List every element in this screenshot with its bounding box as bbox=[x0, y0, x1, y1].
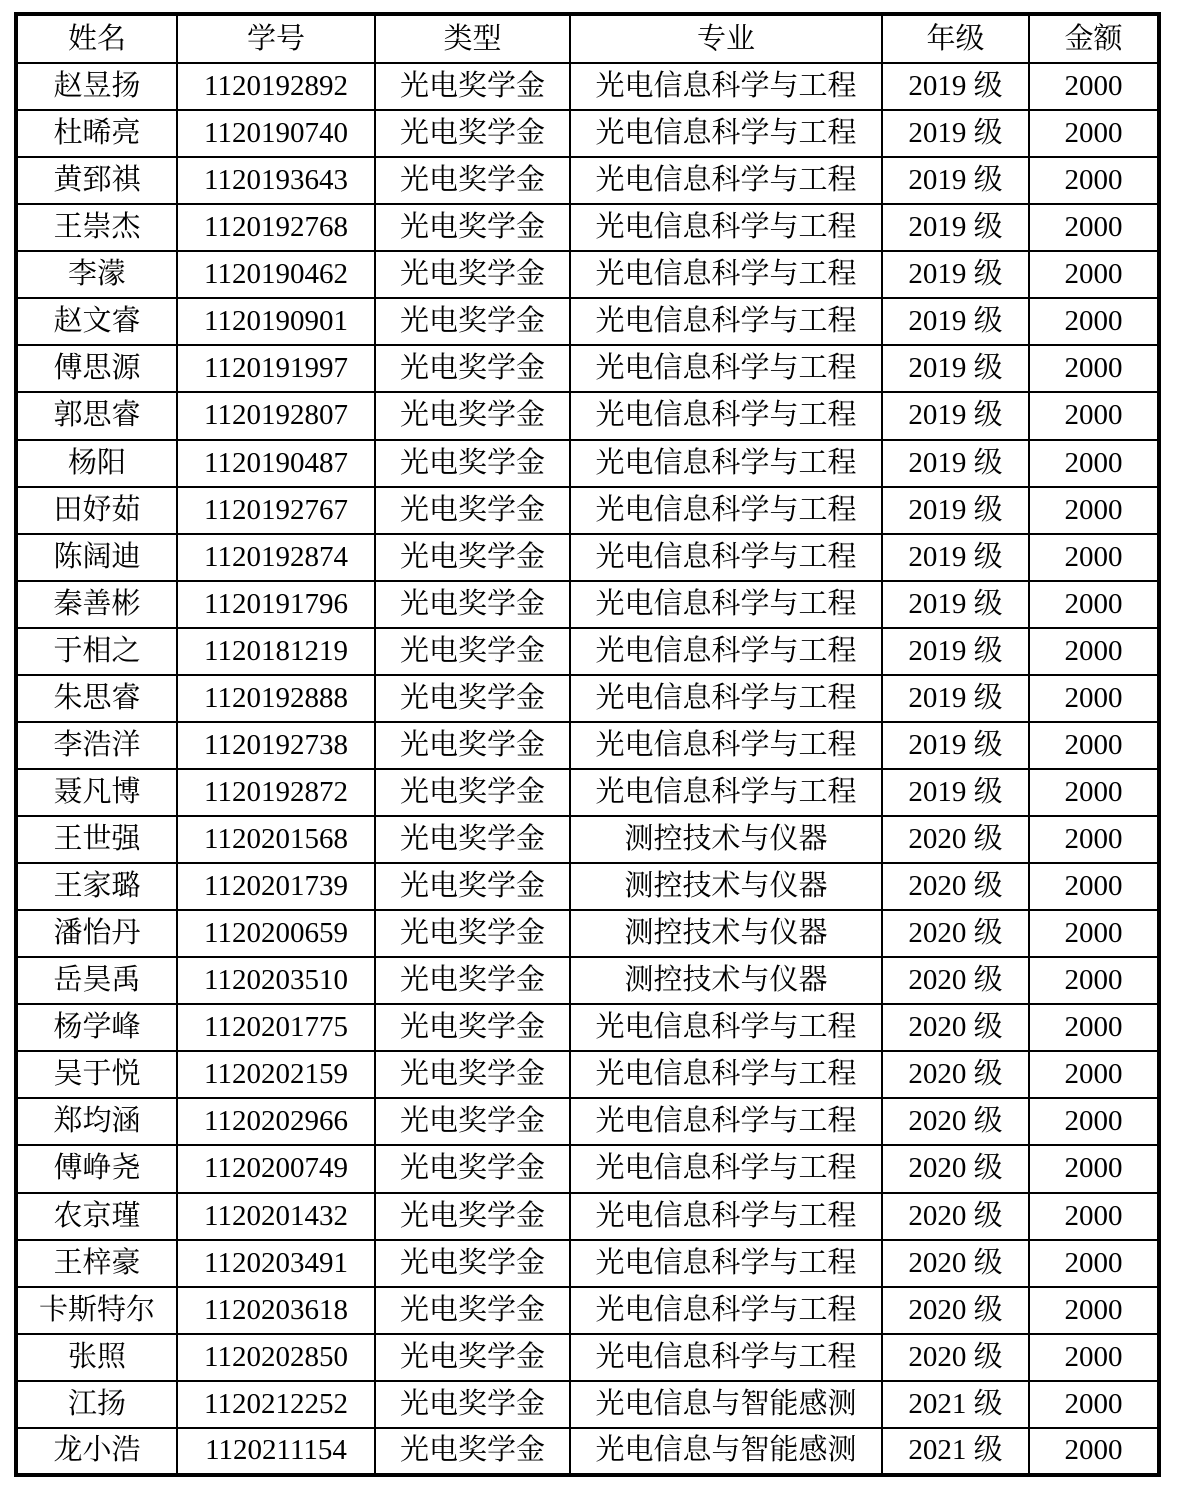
table-row bbox=[16, 1145, 1159, 1192]
cell-major: 光电信息科学与工程 bbox=[570, 1004, 882, 1051]
cell-amount: 2000 bbox=[1029, 110, 1159, 157]
cell-name: 于相之 bbox=[16, 628, 177, 675]
cell-major: 光电信息科学与工程 bbox=[570, 1098, 882, 1145]
cell-amount: 2000 bbox=[1029, 1051, 1159, 1098]
cell-major: 光电信息科学与工程 bbox=[570, 63, 882, 110]
cell-name: 朱思睿 bbox=[16, 675, 177, 722]
cell-grade: 2019 级 bbox=[882, 110, 1029, 157]
cell-major: 光电信息科学与工程 bbox=[570, 722, 882, 769]
cell-grade: 2020 级 bbox=[882, 1287, 1029, 1334]
cell-amount: 2000 bbox=[1029, 1145, 1159, 1192]
cell-student-id: 1120201432 bbox=[177, 1193, 375, 1240]
cell-amount: 2000 bbox=[1029, 298, 1159, 345]
cell-name: 秦善彬 bbox=[16, 581, 177, 628]
cell-student-id: 1120191997 bbox=[177, 345, 375, 392]
table-row bbox=[16, 298, 1159, 345]
cell-major: 光电信息科学与工程 bbox=[570, 487, 882, 534]
cell-student-id: 1120192874 bbox=[177, 534, 375, 581]
cell-name: 李濛 bbox=[16, 251, 177, 298]
cell-amount: 2000 bbox=[1029, 1428, 1159, 1475]
table-row bbox=[16, 1287, 1159, 1334]
cell-name: 傅峥尧 bbox=[16, 1145, 177, 1192]
cell-amount: 2000 bbox=[1029, 722, 1159, 769]
table-row bbox=[16, 157, 1159, 204]
cell-grade: 2019 级 bbox=[882, 722, 1029, 769]
cell-amount: 2000 bbox=[1029, 628, 1159, 675]
table-row bbox=[16, 1004, 1159, 1051]
cell-major: 光电信息科学与工程 bbox=[570, 1240, 882, 1287]
cell-student-id: 1120192892 bbox=[177, 63, 375, 110]
cell-amount: 2000 bbox=[1029, 1098, 1159, 1145]
cell-name: 田妤茹 bbox=[16, 487, 177, 534]
table-row bbox=[16, 63, 1159, 110]
cell-major: 光电信息科学与工程 bbox=[570, 675, 882, 722]
cell-grade: 2019 级 bbox=[882, 298, 1029, 345]
cell-type: 光电奖学金 bbox=[375, 157, 570, 204]
table-row bbox=[16, 957, 1159, 1004]
cell-type: 光电奖学金 bbox=[375, 957, 570, 1004]
cell-major: 光电信息科学与工程 bbox=[570, 157, 882, 204]
table-row bbox=[16, 816, 1159, 863]
cell-student-id: 1120201568 bbox=[177, 816, 375, 863]
cell-type: 光电奖学金 bbox=[375, 1051, 570, 1098]
cell-amount: 2000 bbox=[1029, 1004, 1159, 1051]
cell-type: 光电奖学金 bbox=[375, 204, 570, 251]
table-row bbox=[16, 1428, 1159, 1475]
cell-student-id: 1120191796 bbox=[177, 581, 375, 628]
col-header-major: 专业 bbox=[570, 14, 882, 63]
table-row bbox=[16, 722, 1159, 769]
cell-student-id: 1120192738 bbox=[177, 722, 375, 769]
cell-amount: 2000 bbox=[1029, 440, 1159, 487]
cell-grade: 2019 级 bbox=[882, 345, 1029, 392]
cell-major: 测控技术与仪器 bbox=[570, 863, 882, 910]
cell-type: 光电奖学金 bbox=[375, 298, 570, 345]
table-row bbox=[16, 628, 1159, 675]
table-row bbox=[16, 863, 1159, 910]
cell-amount: 2000 bbox=[1029, 1287, 1159, 1334]
cell-amount: 2000 bbox=[1029, 816, 1159, 863]
cell-type: 光电奖学金 bbox=[375, 1240, 570, 1287]
cell-major: 光电信息与智能感测 bbox=[570, 1428, 882, 1475]
cell-amount: 2000 bbox=[1029, 769, 1159, 816]
table-row bbox=[16, 204, 1159, 251]
cell-grade: 2020 级 bbox=[882, 957, 1029, 1004]
cell-student-id: 1120202966 bbox=[177, 1098, 375, 1145]
table-row bbox=[16, 1193, 1159, 1240]
table-row bbox=[16, 1051, 1159, 1098]
cell-name: 赵昱扬 bbox=[16, 63, 177, 110]
table-row bbox=[16, 534, 1159, 581]
cell-major: 光电信息科学与工程 bbox=[570, 440, 882, 487]
table-row bbox=[16, 910, 1159, 957]
cell-grade: 2020 级 bbox=[882, 816, 1029, 863]
cell-student-id: 1120201739 bbox=[177, 863, 375, 910]
cell-major: 光电信息科学与工程 bbox=[570, 345, 882, 392]
cell-grade: 2019 级 bbox=[882, 769, 1029, 816]
cell-major: 测控技术与仪器 bbox=[570, 910, 882, 957]
cell-grade: 2020 级 bbox=[882, 1004, 1029, 1051]
cell-type: 光电奖学金 bbox=[375, 1145, 570, 1192]
cell-grade: 2019 级 bbox=[882, 204, 1029, 251]
cell-name: 卡斯特尔 bbox=[16, 1287, 177, 1334]
col-header-type: 类型 bbox=[375, 14, 570, 63]
cell-major: 光电信息科学与工程 bbox=[570, 1145, 882, 1192]
cell-name: 张照 bbox=[16, 1334, 177, 1381]
cell-student-id: 1120202159 bbox=[177, 1051, 375, 1098]
cell-type: 光电奖学金 bbox=[375, 440, 570, 487]
cell-grade: 2020 级 bbox=[882, 910, 1029, 957]
cell-major: 光电信息与智能感测 bbox=[570, 1381, 882, 1428]
cell-student-id: 1120192872 bbox=[177, 769, 375, 816]
cell-type: 光电奖学金 bbox=[375, 1193, 570, 1240]
cell-name: 吴于悦 bbox=[16, 1051, 177, 1098]
scholarship-table bbox=[14, 12, 1161, 1477]
table-row bbox=[16, 110, 1159, 157]
cell-amount: 2000 bbox=[1029, 863, 1159, 910]
cell-student-id: 1120192767 bbox=[177, 487, 375, 534]
table-row bbox=[16, 769, 1159, 816]
cell-amount: 2000 bbox=[1029, 345, 1159, 392]
cell-grade: 2020 级 bbox=[882, 1098, 1029, 1145]
col-header-grade: 年级 bbox=[882, 14, 1029, 63]
cell-major: 光电信息科学与工程 bbox=[570, 1051, 882, 1098]
cell-type: 光电奖学金 bbox=[375, 487, 570, 534]
cell-type: 光电奖学金 bbox=[375, 863, 570, 910]
cell-amount: 2000 bbox=[1029, 910, 1159, 957]
cell-grade: 2019 级 bbox=[882, 63, 1029, 110]
cell-name: 潘怡丹 bbox=[16, 910, 177, 957]
cell-type: 光电奖学金 bbox=[375, 63, 570, 110]
cell-grade: 2019 级 bbox=[882, 251, 1029, 298]
cell-student-id: 1120211154 bbox=[177, 1428, 375, 1475]
cell-name: 杨学峰 bbox=[16, 1004, 177, 1051]
cell-name: 黄郅祺 bbox=[16, 157, 177, 204]
cell-grade: 2020 级 bbox=[882, 863, 1029, 910]
cell-grade: 2019 级 bbox=[882, 581, 1029, 628]
cell-type: 光电奖学金 bbox=[375, 816, 570, 863]
cell-major: 光电信息科学与工程 bbox=[570, 392, 882, 439]
table-row bbox=[16, 1381, 1159, 1428]
cell-amount: 2000 bbox=[1029, 392, 1159, 439]
cell-grade: 2019 级 bbox=[882, 440, 1029, 487]
cell-name: 农京瑾 bbox=[16, 1193, 177, 1240]
cell-student-id: 1120192768 bbox=[177, 204, 375, 251]
cell-amount: 2000 bbox=[1029, 581, 1159, 628]
cell-major: 光电信息科学与工程 bbox=[570, 534, 882, 581]
cell-type: 光电奖学金 bbox=[375, 345, 570, 392]
cell-amount: 2000 bbox=[1029, 675, 1159, 722]
cell-student-id: 1120181219 bbox=[177, 628, 375, 675]
cell-grade: 2020 级 bbox=[882, 1240, 1029, 1287]
table-row bbox=[16, 581, 1159, 628]
cell-name: 郑均涵 bbox=[16, 1098, 177, 1145]
cell-major: 光电信息科学与工程 bbox=[570, 1193, 882, 1240]
cell-type: 光电奖学金 bbox=[375, 392, 570, 439]
cell-type: 光电奖学金 bbox=[375, 110, 570, 157]
cell-name: 傅思源 bbox=[16, 345, 177, 392]
cell-grade: 2020 级 bbox=[882, 1051, 1029, 1098]
cell-student-id: 1120190740 bbox=[177, 110, 375, 157]
cell-type: 光电奖学金 bbox=[375, 1098, 570, 1145]
table-body bbox=[16, 63, 1159, 1475]
cell-type: 光电奖学金 bbox=[375, 534, 570, 581]
cell-student-id: 1120190901 bbox=[177, 298, 375, 345]
cell-student-id: 1120203510 bbox=[177, 957, 375, 1004]
cell-major: 光电信息科学与工程 bbox=[570, 251, 882, 298]
cell-major: 光电信息科学与工程 bbox=[570, 1287, 882, 1334]
cell-type: 光电奖学金 bbox=[375, 769, 570, 816]
table-row bbox=[16, 1098, 1159, 1145]
cell-amount: 2000 bbox=[1029, 1381, 1159, 1428]
cell-amount: 2000 bbox=[1029, 1334, 1159, 1381]
table-row bbox=[16, 487, 1159, 534]
cell-name: 江扬 bbox=[16, 1381, 177, 1428]
cell-amount: 2000 bbox=[1029, 157, 1159, 204]
cell-name: 陈阔迪 bbox=[16, 534, 177, 581]
cell-grade: 2019 级 bbox=[882, 628, 1029, 675]
cell-student-id: 1120203618 bbox=[177, 1287, 375, 1334]
cell-grade: 2021 级 bbox=[882, 1381, 1029, 1428]
cell-major: 光电信息科学与工程 bbox=[570, 769, 882, 816]
cell-student-id: 1120193643 bbox=[177, 157, 375, 204]
cell-grade: 2019 级 bbox=[882, 487, 1029, 534]
cell-student-id: 1120192807 bbox=[177, 392, 375, 439]
cell-name: 王家璐 bbox=[16, 863, 177, 910]
cell-type: 光电奖学金 bbox=[375, 628, 570, 675]
cell-major: 光电信息科学与工程 bbox=[570, 1334, 882, 1381]
cell-name: 杜晞亮 bbox=[16, 110, 177, 157]
cell-amount: 2000 bbox=[1029, 251, 1159, 298]
cell-amount: 2000 bbox=[1029, 534, 1159, 581]
cell-type: 光电奖学金 bbox=[375, 675, 570, 722]
cell-amount: 2000 bbox=[1029, 1240, 1159, 1287]
cell-student-id: 1120192888 bbox=[177, 675, 375, 722]
cell-name: 王梓豪 bbox=[16, 1240, 177, 1287]
table-row bbox=[16, 440, 1159, 487]
cell-student-id: 1120190462 bbox=[177, 251, 375, 298]
cell-type: 光电奖学金 bbox=[375, 1428, 570, 1475]
cell-student-id: 1120203491 bbox=[177, 1240, 375, 1287]
cell-student-id: 1120201775 bbox=[177, 1004, 375, 1051]
cell-major: 测控技术与仪器 bbox=[570, 957, 882, 1004]
cell-amount: 2000 bbox=[1029, 204, 1159, 251]
cell-name: 郭思睿 bbox=[16, 392, 177, 439]
cell-grade: 2019 级 bbox=[882, 157, 1029, 204]
cell-major: 光电信息科学与工程 bbox=[570, 581, 882, 628]
cell-student-id: 1120202850 bbox=[177, 1334, 375, 1381]
cell-amount: 2000 bbox=[1029, 957, 1159, 1004]
cell-name: 龙小浩 bbox=[16, 1428, 177, 1475]
cell-name: 杨阳 bbox=[16, 440, 177, 487]
cell-major: 光电信息科学与工程 bbox=[570, 628, 882, 675]
cell-type: 光电奖学金 bbox=[375, 1334, 570, 1381]
cell-grade: 2020 级 bbox=[882, 1193, 1029, 1240]
table-row bbox=[16, 1334, 1159, 1381]
cell-student-id: 1120212252 bbox=[177, 1381, 375, 1428]
cell-type: 光电奖学金 bbox=[375, 581, 570, 628]
table-row bbox=[16, 251, 1159, 298]
cell-student-id: 1120200659 bbox=[177, 910, 375, 957]
cell-amount: 2000 bbox=[1029, 63, 1159, 110]
cell-type: 光电奖学金 bbox=[375, 1287, 570, 1334]
cell-grade: 2019 级 bbox=[882, 675, 1029, 722]
cell-name: 李浩洋 bbox=[16, 722, 177, 769]
cell-type: 光电奖学金 bbox=[375, 1004, 570, 1051]
cell-amount: 2000 bbox=[1029, 487, 1159, 534]
cell-amount: 2000 bbox=[1029, 1193, 1159, 1240]
cell-student-id: 1120190487 bbox=[177, 440, 375, 487]
table-row bbox=[16, 675, 1159, 722]
cell-student-id: 1120200749 bbox=[177, 1145, 375, 1192]
table-row bbox=[16, 1240, 1159, 1287]
cell-name: 王世强 bbox=[16, 816, 177, 863]
cell-major: 光电信息科学与工程 bbox=[570, 110, 882, 157]
cell-grade: 2019 级 bbox=[882, 392, 1029, 439]
header-row bbox=[16, 14, 1159, 63]
table-row bbox=[16, 345, 1159, 392]
cell-major: 测控技术与仪器 bbox=[570, 816, 882, 863]
cell-name: 王崇杰 bbox=[16, 204, 177, 251]
cell-major: 光电信息科学与工程 bbox=[570, 298, 882, 345]
cell-name: 聂凡博 bbox=[16, 769, 177, 816]
cell-type: 光电奖学金 bbox=[375, 1381, 570, 1428]
col-header-student-id: 学号 bbox=[177, 14, 375, 63]
table-row bbox=[16, 392, 1159, 439]
col-header-name: 姓名 bbox=[16, 14, 177, 63]
col-header-amount: 金额 bbox=[1029, 14, 1159, 63]
cell-grade: 2021 级 bbox=[882, 1428, 1029, 1475]
cell-grade: 2020 级 bbox=[882, 1145, 1029, 1192]
cell-name: 赵文睿 bbox=[16, 298, 177, 345]
cell-grade: 2019 级 bbox=[882, 534, 1029, 581]
cell-type: 光电奖学金 bbox=[375, 910, 570, 957]
cell-type: 光电奖学金 bbox=[375, 251, 570, 298]
cell-name: 岳昊禹 bbox=[16, 957, 177, 1004]
cell-type: 光电奖学金 bbox=[375, 722, 570, 769]
cell-major: 光电信息科学与工程 bbox=[570, 204, 882, 251]
cell-grade: 2020 级 bbox=[882, 1334, 1029, 1381]
